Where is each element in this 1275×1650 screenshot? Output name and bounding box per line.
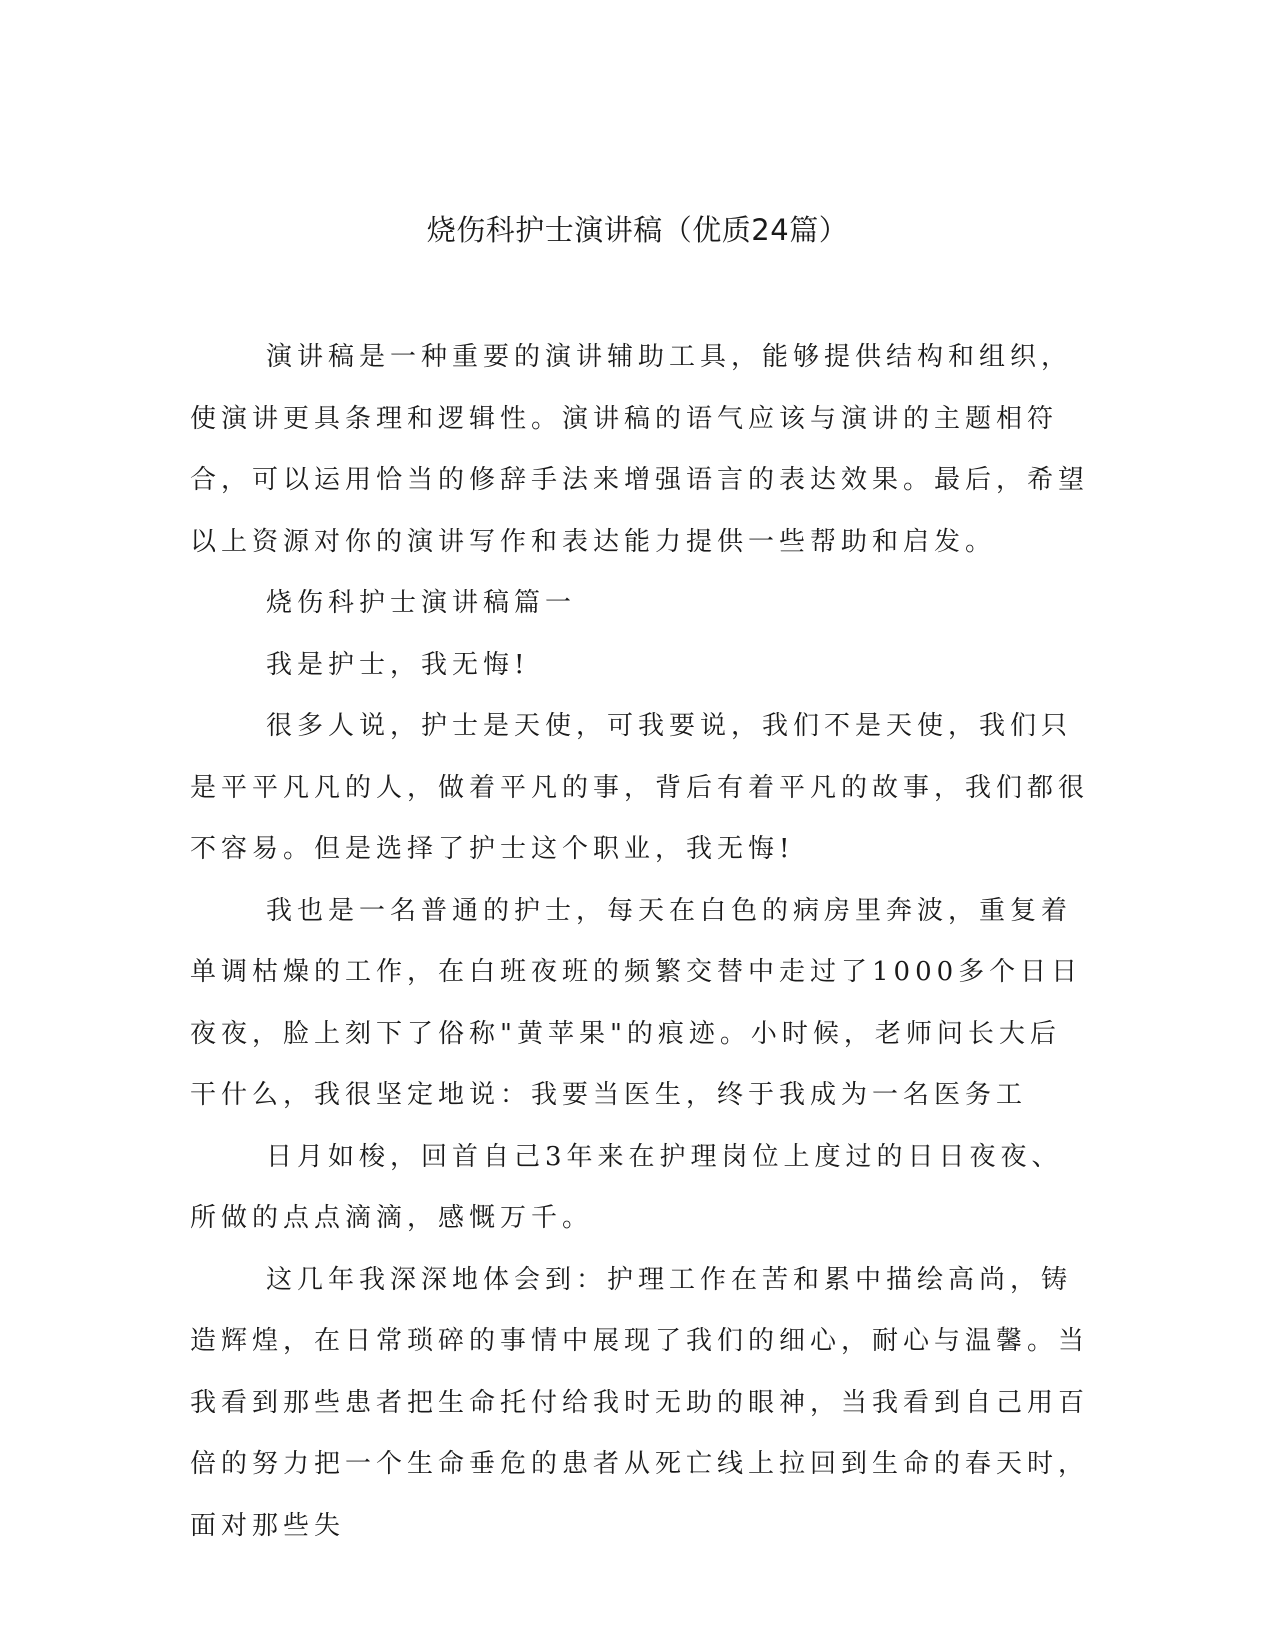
document-title: 烧伤科护士演讲稿（优质24篇） [426,213,849,247]
section-heading: 烧伤科护士演讲稿篇一 [266,588,577,618]
paragraph: 我也是一名普通的护士，每天在白色的病房里奔波，重复着单调枯燥的工作，在白班夜班的频繁交替中走过了1000多个日日夜夜，脸上刻下了俗称"黄苹果"的痕迹。小时候，老师问长大后干什么，我很坚定地说：我要当医生，终于我成为一名医务工 [190,895,1083,1110]
paragraph-intro: 演讲稿是一种重要的演讲辅助工具，能够提供结构和组织，使演讲更具条理和逻辑性。演讲稿的语气应该与演讲的主题相符合，可以运用恰当的修辞手法来增强语言的表达效果。最后，希望以上资源对你的演讲写作和表达能力提供一些帮助和启发。 [190,342,1090,557]
document-body [190,327,1090,1557]
paragraph: 日月如梭，回首自己3年来在护理岗位上度过的日日夜夜、所做的点点滴滴，感慨万千。 [190,1141,1063,1233]
paragraph: 很多人说，护士是天使，可我要说，我们不是天使，我们只是平平凡凡的人，做着平凡的事，背后有着平凡的故事，我们都很不容易。但是选择了护士这个职业，我无悔! [190,711,1090,864]
paragraph: 这几年我深深地体会到：护理工作在苦和累中描绘高尚，铸造辉煌，在日常琐碎的事情中展现了我们的细心，耐心与温馨。当我看到那些患者把生命托付给我时无助的眼神，当我看到自己用百倍的努力把一个生命垂危的患者从死亡线上拉回到生命的春天时，面对那些失 [190,1264,1090,1541]
paragraph-slogan: 我是护士，我无悔! [266,649,530,680]
